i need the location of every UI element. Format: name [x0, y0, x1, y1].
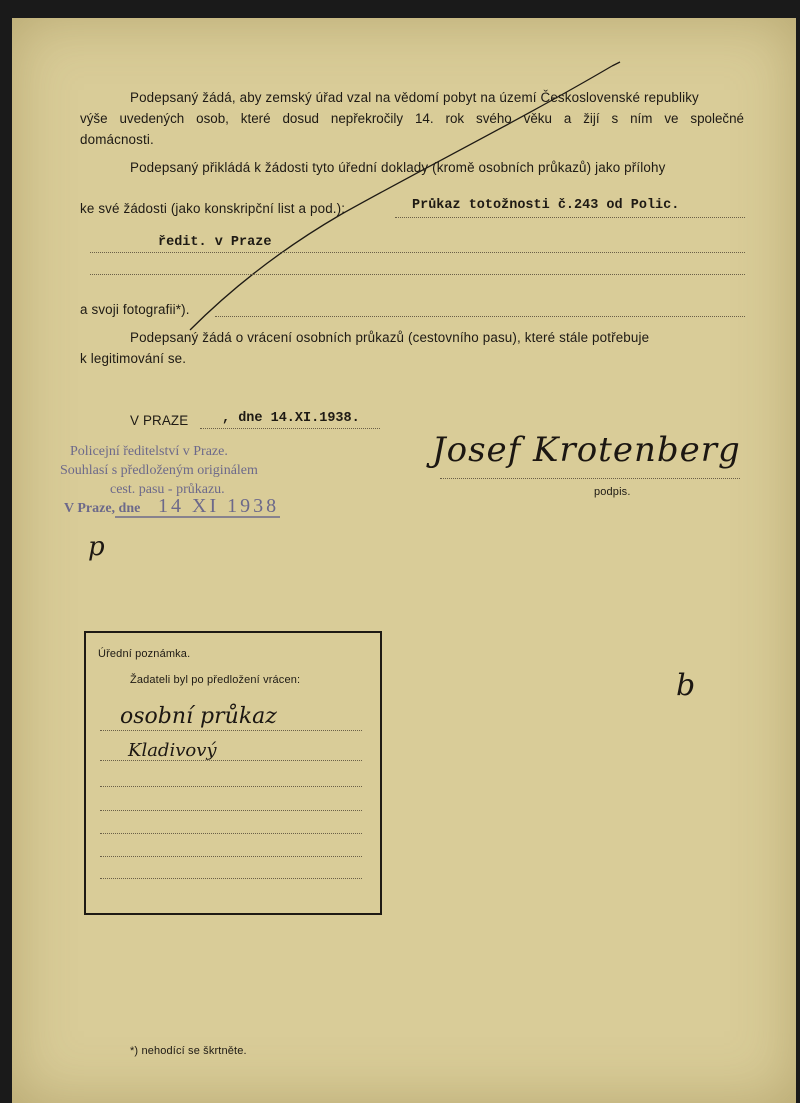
- typed-document-line2: ředit. v Praze: [158, 235, 272, 250]
- para1-line1: Podepsaný žádá, aby zemský úřad vzal na vědomí pobyt na území Československé republiky: [130, 90, 699, 105]
- signature-label: podpis.: [594, 486, 631, 498]
- stamp-line2: Souhlasí s předloženým originálem: [60, 463, 258, 478]
- note-box-dotted-line: [100, 786, 362, 787]
- stamp-line3: cest. pasu - průkazu.: [110, 482, 225, 497]
- para2-line2-label: ke své žádosti (jako konskripční list a pod.):: [80, 201, 346, 216]
- stamp-line1: Policejní ředitelství v Praze.: [70, 444, 228, 459]
- note-box-hand-line1: osobní průkaz: [120, 704, 277, 729]
- note-box-subtitle: Žadateli byl po předložení vrácen:: [130, 674, 301, 686]
- place-label: V PRAZE: [130, 413, 189, 428]
- stamp-line4-label: V Praze, dne: [64, 501, 141, 516]
- note-box-dotted-line: [100, 833, 362, 834]
- footnote: *) nehodící se škrtněte.: [130, 1045, 247, 1057]
- para2-line1: Podepsaný přikládá k žádosti tyto úřední doklady (kromě osobních průkazů) jako přílohy: [130, 160, 666, 175]
- stamp-date: 14 XI 1938: [158, 495, 280, 517]
- handwritten-margin-mark: b: [676, 668, 696, 703]
- note-box-dotted-line: [100, 760, 362, 761]
- para1-line3: domácnosti.: [80, 132, 154, 147]
- note-box-dotted-line: [100, 810, 362, 811]
- date-typed: , dne 14.XI.1938.: [222, 411, 360, 426]
- handwritten-signature: Josef Krotenberg: [432, 430, 741, 470]
- note-box-title: Úřední poznámka.: [98, 648, 191, 660]
- note-box-dotted-line: [100, 730, 362, 731]
- note-box-dotted-line: [100, 878, 362, 879]
- para3-line2: k legitimování se.: [80, 351, 187, 366]
- handwritten-initial: p: [88, 532, 105, 562]
- para1-line2: výše uvedených osob, které dosud nepřekročily 14. rok svého věku a žijí s ním ve společné: [80, 111, 744, 126]
- para3-line1: Podepsaný žádá o vrácení osobních průkazů (cestovního pasu), které stále potřebuje: [130, 330, 650, 345]
- typed-document-line1: Průkaz totožnosti č.243 od Polic.: [412, 198, 680, 213]
- para2-line4-label: a svoji fotografii*).: [80, 302, 190, 317]
- note-box-dotted-line: [100, 856, 362, 857]
- note-box-hand-line2: Kladivový: [128, 740, 217, 761]
